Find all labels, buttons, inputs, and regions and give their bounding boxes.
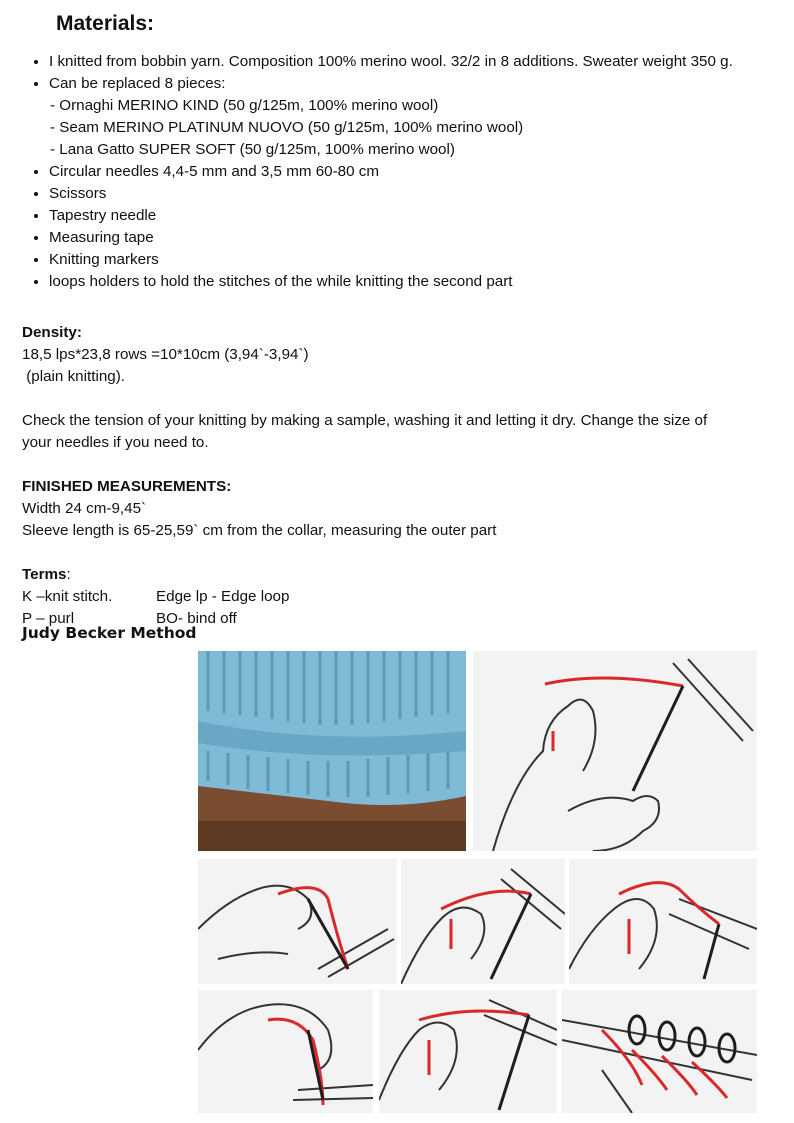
materials-heading: Materials: — [56, 12, 155, 35]
terms-row — [22, 586, 422, 608]
finished-measurements-heading: FINISHED MEASUREMENTS: — [22, 478, 232, 495]
replacement-item: - Seam MERINO PLATINUM NUOVO (50 g/125m, 100% merino wool) — [50, 119, 524, 136]
cast-on-step-illustration — [401, 859, 565, 984]
replacement-item: - Lana Gatto SUPER SOFT (50 g/125m, 100% merino wool) — [50, 141, 455, 158]
terms-heading — [22, 564, 71, 586]
list-item: • Tapestry needle — [49, 205, 794, 227]
list-item-text: Can be replaced 8 pieces: — [49, 75, 226, 92]
sleeve-measurement: Sleeve length is 65-25,59` cm from the collar, measuring the outer part — [22, 522, 497, 539]
cast-on-step-illustration — [379, 990, 557, 1113]
density-note: (plain knitting). — [22, 368, 125, 385]
width-measurement: Width 24 cm-9,45` — [22, 500, 147, 517]
density-heading: Density: — [22, 324, 82, 341]
method-heading: Judy Becker Method — [22, 624, 197, 642]
term-abbrev: K –knit stitch. — [22, 588, 113, 605]
tension-text-line-1: Check the tension of your knitting by making a sample, washing it and letting it dry. Change the size of — [22, 412, 708, 429]
terms-colon: : — [66, 566, 71, 583]
term-abbrev: BO- bind off — [156, 610, 237, 627]
knitted-swatch-photo — [198, 651, 466, 851]
list-item: • Knitting markers — [49, 249, 794, 271]
cast-on-step-illustration — [562, 990, 757, 1113]
materials-list — [22, 51, 794, 293]
list-item: • Measuring tape — [49, 227, 794, 249]
cast-on-step-illustration — [473, 651, 757, 851]
list-item: • I knitted from bobbin yarn. Composition 100% merino wool. 32/2 in 8 additions. Sweater weight 350 g. — [49, 51, 794, 73]
term-abbrev: Edge lp - Edge loop — [156, 588, 290, 605]
list-item — [49, 73, 794, 161]
tension-text-line-2: your needles if you need to. — [22, 434, 209, 451]
density-value: 18,5 lps*23,8 rows =10*10cm (3,94`-3,94`) — [22, 346, 309, 363]
cast-on-step-illustration — [569, 859, 757, 984]
cast-on-step-illustration — [198, 859, 397, 984]
terms-title: Terms — [22, 566, 67, 583]
term-abbrev: P – purl — [22, 610, 75, 627]
list-item: • Circular needles 4,4-5 mm and 3,5 mm 60-80 cm — [49, 161, 794, 183]
cast-on-step-illustration — [198, 990, 373, 1113]
list-item: • loops holders to hold the stitches of the while knitting the second part — [49, 271, 794, 293]
replacement-item: - Ornaghi MERINO KIND (50 g/125m, 100% merino wool) — [50, 97, 439, 114]
list-item: • Scissors — [49, 183, 794, 205]
